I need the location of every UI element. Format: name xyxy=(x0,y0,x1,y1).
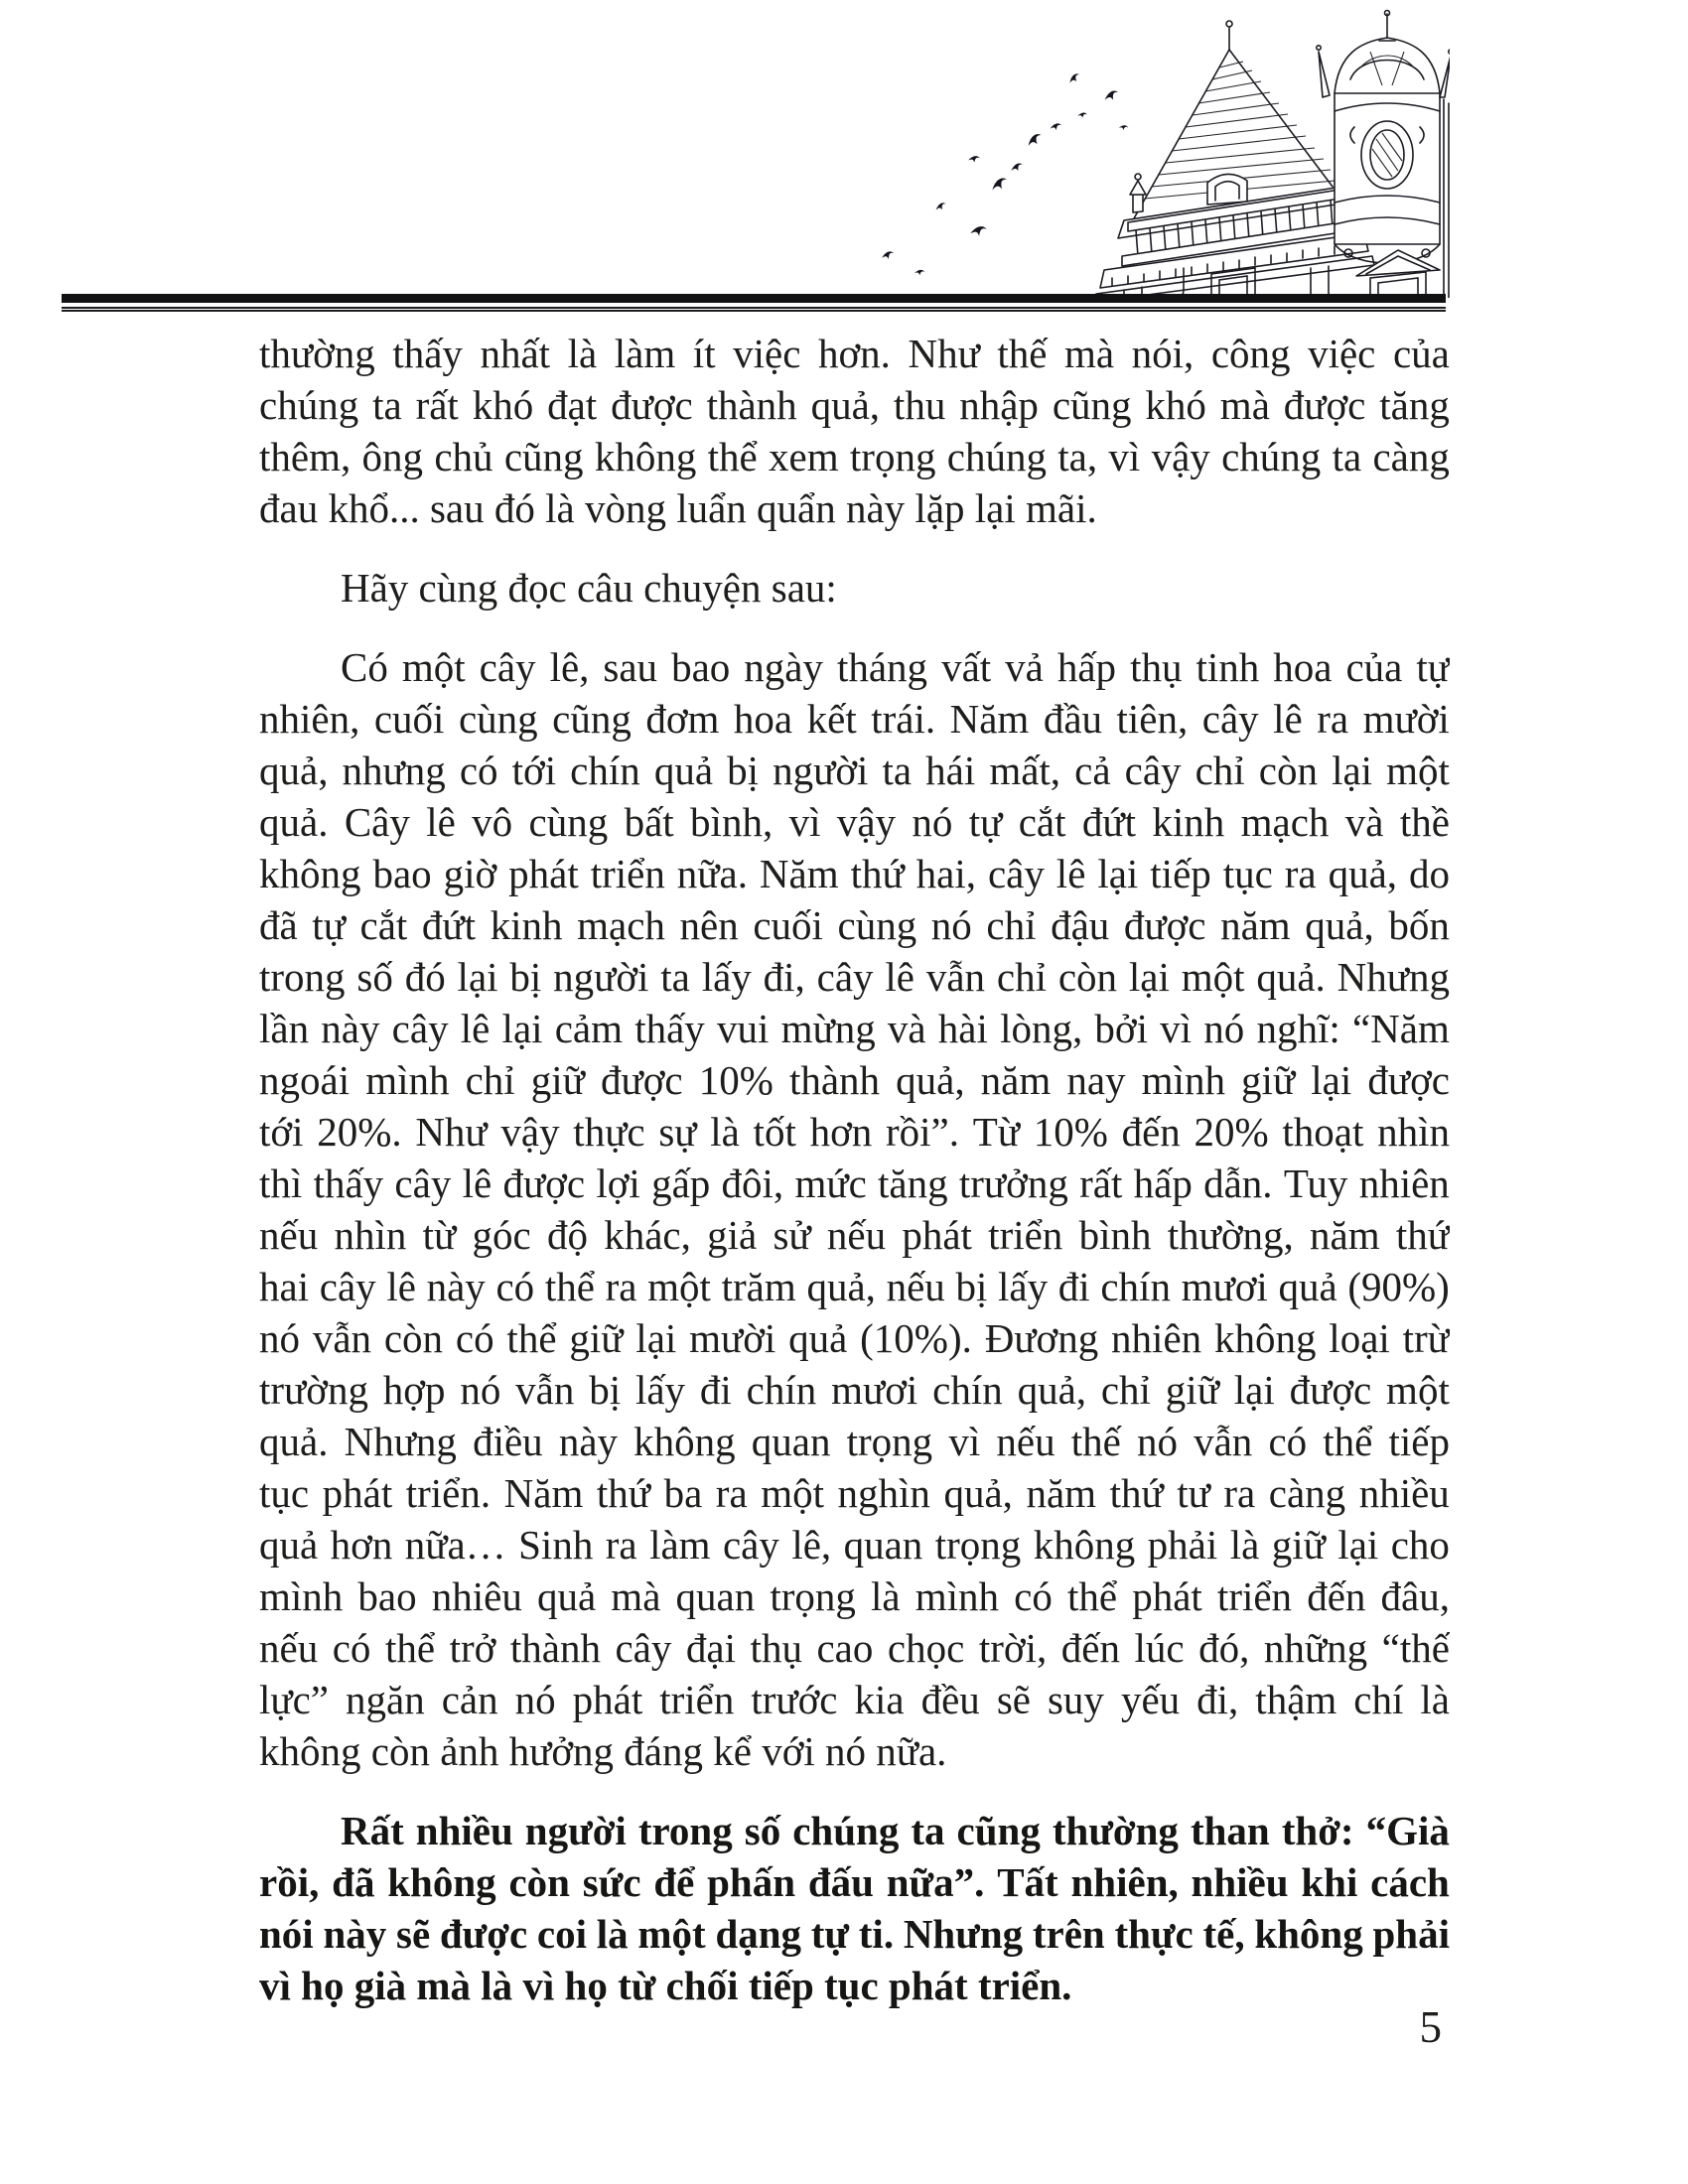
text-line: chúng ta rất khó đạt được thành quả, thu nhập cũng khó mà được tăng xyxy=(259,382,1450,428)
paragraph xyxy=(259,641,1450,1777)
text-line: đau khổ... sau đó là vòng luẩn quẩn này lặp lại mãi. xyxy=(259,485,1097,531)
text-line: tới 20%. Như vậy thực sự là tốt hơn rồi”. Từ 10% đến 20% thoạt nhìn xyxy=(259,1109,1450,1155)
paragraph xyxy=(259,562,1450,614)
text-line: nói này sẽ được coi là một dạng tự ti. Nhưng trên thực tế, không phải xyxy=(259,1911,1450,1957)
text-line: quả. Nhưng điều này không quan trọng vì nếu thế nó vẫn có thể tiếp xyxy=(259,1419,1450,1464)
text-line: thì thấy cây lê được lợi gấp đôi, mức tăng trưởng rất hấp dẫn. Tuy nhiên xyxy=(259,1160,1450,1206)
paragraph xyxy=(259,1805,1450,2011)
paragraph xyxy=(259,328,1450,534)
text-line: nếu có thể trở thành cây đại thụ cao chọc trời, đến lúc đó, những “thế xyxy=(259,1625,1450,1671)
header-rule-thin xyxy=(62,307,1446,312)
text-line: lực” ngăn cản nó phát triển trước kia đều sẽ suy yếu đi, thậm chí là xyxy=(259,1677,1450,1722)
text-line: mình bao nhiêu quả mà quan trọng là mình có thể phát triển đến đâu, xyxy=(259,1573,1450,1619)
text-line: thêm, ông chủ cũng không thể xem trọng chúng ta, vì vậy chúng ta càng xyxy=(259,434,1450,479)
text-line: Rất nhiều người trong số chúng ta cũng thường than thở: “Già xyxy=(341,1808,1450,1853)
birds-flock-icon xyxy=(882,72,1128,276)
text-line: nó vẫn còn có thể giữ lại mười quả (10%). Đương nhiên không loại trừ xyxy=(259,1315,1450,1361)
text-line: quả hơn nữa… Sinh ra làm cây lê, quan trọng không phải là giữ lại cho xyxy=(259,1522,1450,1568)
header-rule-thick xyxy=(62,294,1446,303)
header-illustration xyxy=(675,8,1450,298)
text-line: rồi, đã không còn sức để phấn đấu nữa”. Tất nhiên, nhiều khi cách xyxy=(259,1859,1450,1905)
text-line: ngoái mình chỉ giữ được 10% thành quả, năm nay mình giữ lại được xyxy=(259,1057,1450,1103)
text-line: nhiên, cuối cùng cũng đơm hoa kết trái. Năm đầu tiên, cây lê ra mười xyxy=(259,696,1450,742)
text-line: trường hợp nó vẫn bị lấy đi chín mươi chín quả, chỉ giữ lại được một xyxy=(259,1367,1450,1413)
text-line: Hãy cùng đọc câu chuyện sau: xyxy=(341,565,837,611)
text-line: không còn ảnh hưởng đáng kể với nó nữa. xyxy=(259,1728,947,1774)
text-line: Có một cây lê, sau bao ngày tháng vất vả hấp thụ tinh hoa của tự xyxy=(341,644,1450,690)
body-text xyxy=(259,328,1450,2011)
text-line: thường thấy nhất là làm ít việc hơn. Như thế mà nói, công việc của xyxy=(259,331,1450,376)
text-line: nếu nhìn từ góc độ khác, giả sử nếu phát triển bình thường, năm thứ xyxy=(259,1212,1450,1258)
building-sketch-icon xyxy=(1094,11,1450,299)
text-line: quả. Cây lê vô cùng bất bình, vì vậy nó tự cắt đứt kinh mạch và thề xyxy=(259,799,1450,845)
text-line: không bao giờ phát triển nữa. Năm thứ hai, cây lê lại tiếp tục ra quả, do xyxy=(259,851,1450,896)
text-line: hai cây lê này có thể ra một trăm quả, nếu bị lấy đi chín mươi quả (90%) xyxy=(259,1264,1450,1309)
text-line: vì họ già mà là vì họ từ chối tiếp tục phát triển. xyxy=(259,1963,1072,2008)
text-line: tục phát triển. Năm thứ ba ra một nghìn quả, năm thứ tư ra càng nhiều xyxy=(259,1470,1450,1516)
text-line: lần này cây lê lại cảm thấy vui mừng và hài lòng, bởi vì nó nghĩ: “Năm xyxy=(259,1006,1450,1051)
text-line: trong số đó lại bị người ta lấy đi, cây lê vẫn chỉ còn lại một quả. Nhưng xyxy=(259,954,1450,1000)
page-number: 5 xyxy=(1419,2002,1442,2052)
text-line: quả, nhưng có tới chín quả bị người ta hái mất, cả cây chỉ còn lại một xyxy=(259,748,1450,793)
text-line: đã tự cắt đứt kinh mạch nên cuối cùng nó chỉ đậu được năm quả, bốn xyxy=(259,902,1450,948)
